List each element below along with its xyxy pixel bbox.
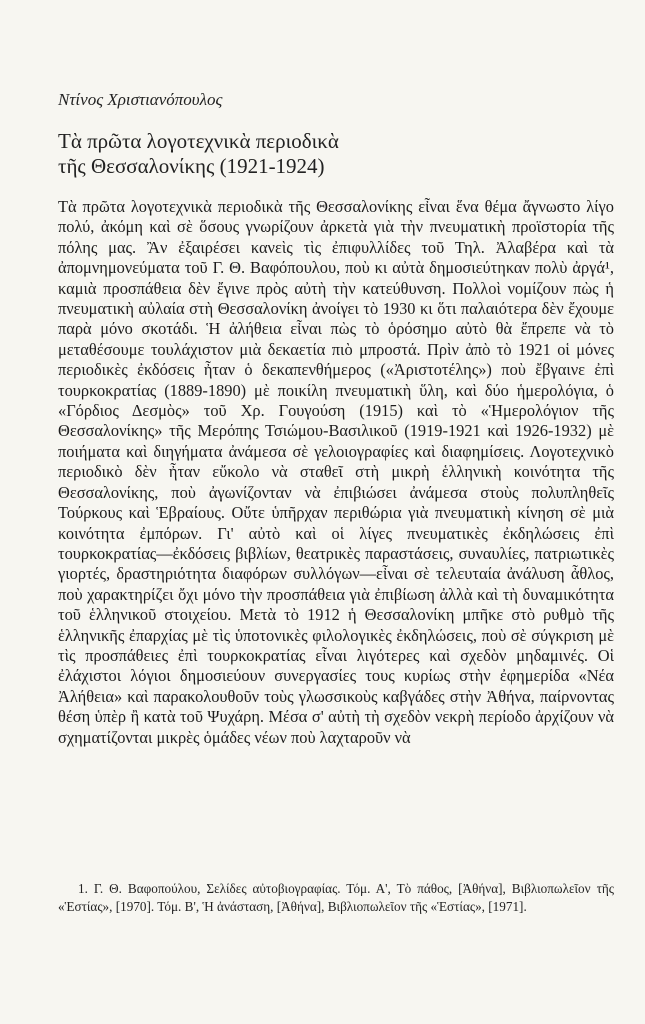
author-name: Ντίνος Χριστιανόπουλος [58, 90, 223, 109]
footnote: 1. Γ. Θ. Βαφοπούλου, Σελίδες αὐτοβιογραφίας. Τόμ. Α', Τὸ πάθος, [Ἀθήνα], Βιβλιοπωλεῖον τῆς «Ἑστίας», [1970]. Τόμ. Β', Ἡ ἀνάσταση, [Ἀθήνα], Βιβλιοπωλεῖον τῆς «Ἑστίας», [1971]. [58, 881, 614, 914]
title-line-2: τῆς Θεσσαλονίκης (1921-1924) [58, 154, 325, 178]
article-title [58, 129, 339, 179]
body-paragraph: Τὰ πρῶτα λογοτεχνικὰ περιοδικὰ τῆς Θεσσαλονίκης εἶναι ἕνα θέμα ἄγνωστο λίγο πολύ, ἀκόμη καὶ σὲ ὅσους γνωρίζουν ἀρκετὰ γιὰ τὴν πνευματικὴ προϊστορία τῆς πόλης μας. Ἂν ἐξαιρέσει κανεὶς τὶς ἐπιφυλλίδες τοῦ Τηλ. Ἀλαβέρα καὶ τὰ ἀπομνημονεύματα τοῦ Γ. Θ. Βαφόπουλου, ποὺ κι αὐτὰ δημοσιεύτηκαν πολὺ ἀργά¹, καμιὰ προσπάθεια δὲν ἔγινε πρὸς αὐτὴ τὴν κατεύθυνση. Πολλοὶ νομίζουν πὼς ἡ πνευματικὴ αὐλαία στὴ Θεσσαλονίκη ἀνοίγει τὸ 1930 κι ὅτι παλαιότερα δὲν ἔχουμε παρὰ μόνο σκοτάδι. Ἡ ἀλήθεια εἶναι πὼς τὸ ὁρόσημο αὐτὸ θὰ ἔπρεπε νὰ τὸ μεταθέσουμε τουλάχιστον μιὰ δεκαετία πιὸ μπροστά. Πρὶν ἀπὸ τὸ 1921 οἱ μόνες περιοδικὲς ἐκδόσεις ἦταν ὁ δεκαπενθήμερος («Ἀριστοτέλης») ποὺ ἔβγαινε ἐπὶ τουρκοκρατίας (1889-1890) μὲ ποικίλη πνευματικὴ ὕλη, καὶ δύο ἡμερολόγια, ὁ «Γόρδιος Δεσμὸς» τοῦ Χρ. Γουγούση (1915) καὶ τὸ «Ἡμερολόγιον τῆς Θεσσαλονίκης» τῆς Μερόπης Τσιώμου-Βασιλικοῦ (1919-1921 καὶ 1926-1932) μὲ ποιήματα καὶ διηγήματα ἀνάμεσα σὲ γελοιογραφίες καὶ διαφημίσεις. Λογοτεχνικὸ περιοδικὸ δὲν ἦταν εὔκολο νὰ σταθεῖ στὴ μικρὴ ἑλληνικὴ κοινότητα τῆς Θεσσαλονίκης, ποὺ ἀγωνίζονταν νὰ ἐπιβιώσει ἀνάμεσα στοὺς πολυπληθεῖς Τούρκους καὶ Ἑβραίους. Οὔτε ὑπῆρχαν περιθώρια γιὰ πνευματικὴ κίνηση σὲ μιὰ κοινότητα ἐμπόρων. Γι' αὐτὸ καὶ οἱ λίγες πνευματικὲς ἐκδηλώσεις ἐπὶ τουρκοκρατίας—ἐκδόσεις βιβλίων, θεατρικὲς παραστάσεις, συναυλίες, πατριωτικὲς γιορτές, δραστηριότητα διαφόρων συλλόγων—εἶναι σὲ τελευταία ἀνάλυση ἆθλος, ποὺ χαρακτηρίζει ὄχι μόνο τὴν προσπάθεια γιὰ ἐπιβίωση ἀλλὰ καὶ τὴ δυναμικότητα τοῦ ἑλληνικοῦ στοιχείου. Μετὰ τὸ 1912 ἡ Θεσσαλονίκη μπῆκε στὸ ρυθμὸ τῆς ἑλληνικῆς ἐπαρχίας μὲ τὶς ὑποτονικὲς φιλολογικὲς ἐκδηλώσεις, ποὺ σὲ σύγκριση μὲ τὶς προσπάθειες ἐπὶ τουρκοκρατίας εἶναι λιγότερες καὶ σχεδὸν μηδαμινές. Οἱ ἐλάχιστοι λόγιοι δημοσιεύουν συνεργασίες τους κυρίως στὴν ἐφημερίδα «Νέα Ἀλήθεια» καὶ παρακολουθοῦν τοὺς γλωσσικοὺς καβγάδες στὴν Ἀθήνα, παίρνοντας θέση ὑπὲρ ἢ κατὰ τοῦ Ψυχάρη. Μέσα σ' αὐτὴ τὴ σχεδὸν νεκρὴ περίοδο ἀρχίζουν νὰ σχηματίζονται μικρὲς ὁμάδες νέων ποὺ λαχταροῦν νὰ [58, 197, 614, 747]
title-line-1: Τὰ πρῶτα λογοτεχνικὰ περιοδικὰ [58, 129, 339, 153]
